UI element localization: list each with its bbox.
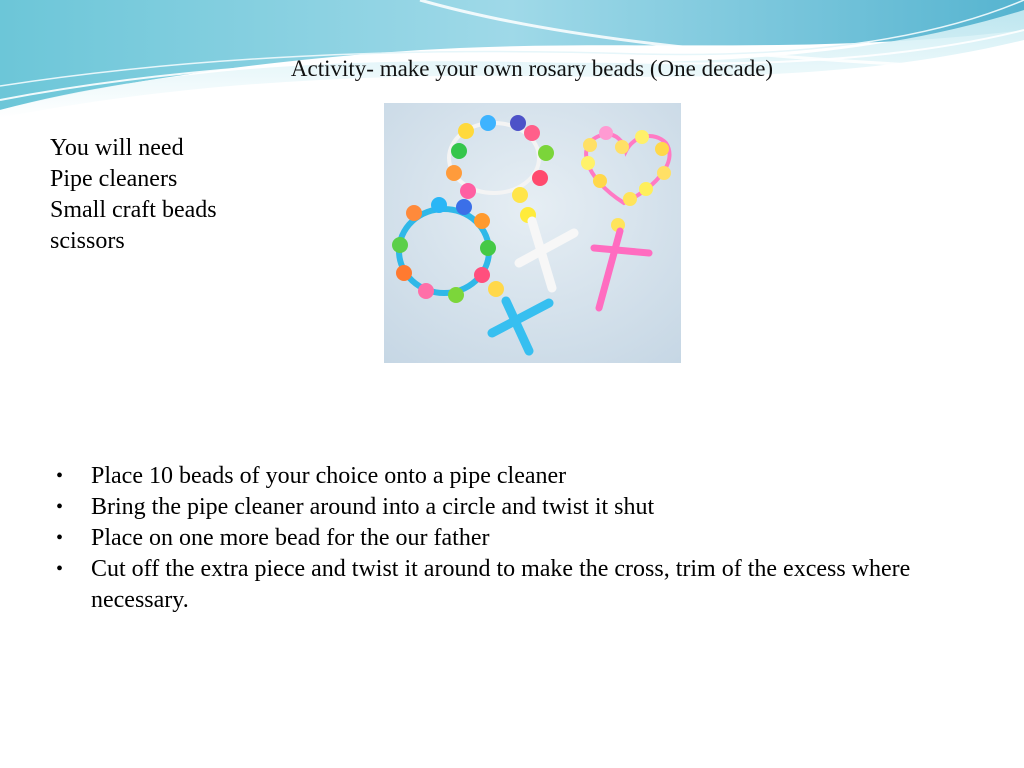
instructions-list — [56, 461, 976, 616]
instruction-item — [56, 554, 976, 616]
instruction-item — [56, 461, 976, 492]
instruction-text: Place on one more bead for the our father — [91, 525, 490, 551]
materials-heading: You will need — [50, 135, 184, 161]
rosary-beads-photo — [384, 103, 681, 363]
bullet-icon: • — [56, 558, 64, 580]
bullet-icon: • — [56, 527, 64, 549]
instruction-item — [56, 492, 976, 523]
instruction-text: Place 10 beads of your choice onto a pipe cleaner — [91, 463, 567, 489]
materials-item: scissors — [50, 228, 125, 254]
materials-list — [50, 133, 217, 257]
materials-item: Small craft beads — [50, 197, 217, 223]
instruction-text: Cut off the extra piece and twist it around to make the cross, trim of the excess where necessary. — [91, 556, 911, 613]
slide-title: Activity- make your own rosary beads (One decade) — [290, 56, 774, 81]
instruction-item — [56, 523, 976, 554]
bullet-icon: • — [56, 496, 64, 518]
instruction-text: Bring the pipe cleaner around into a circle and twist it shut — [91, 494, 655, 520]
materials-item: Pipe cleaners — [50, 166, 178, 192]
bullet-icon: • — [56, 465, 64, 487]
